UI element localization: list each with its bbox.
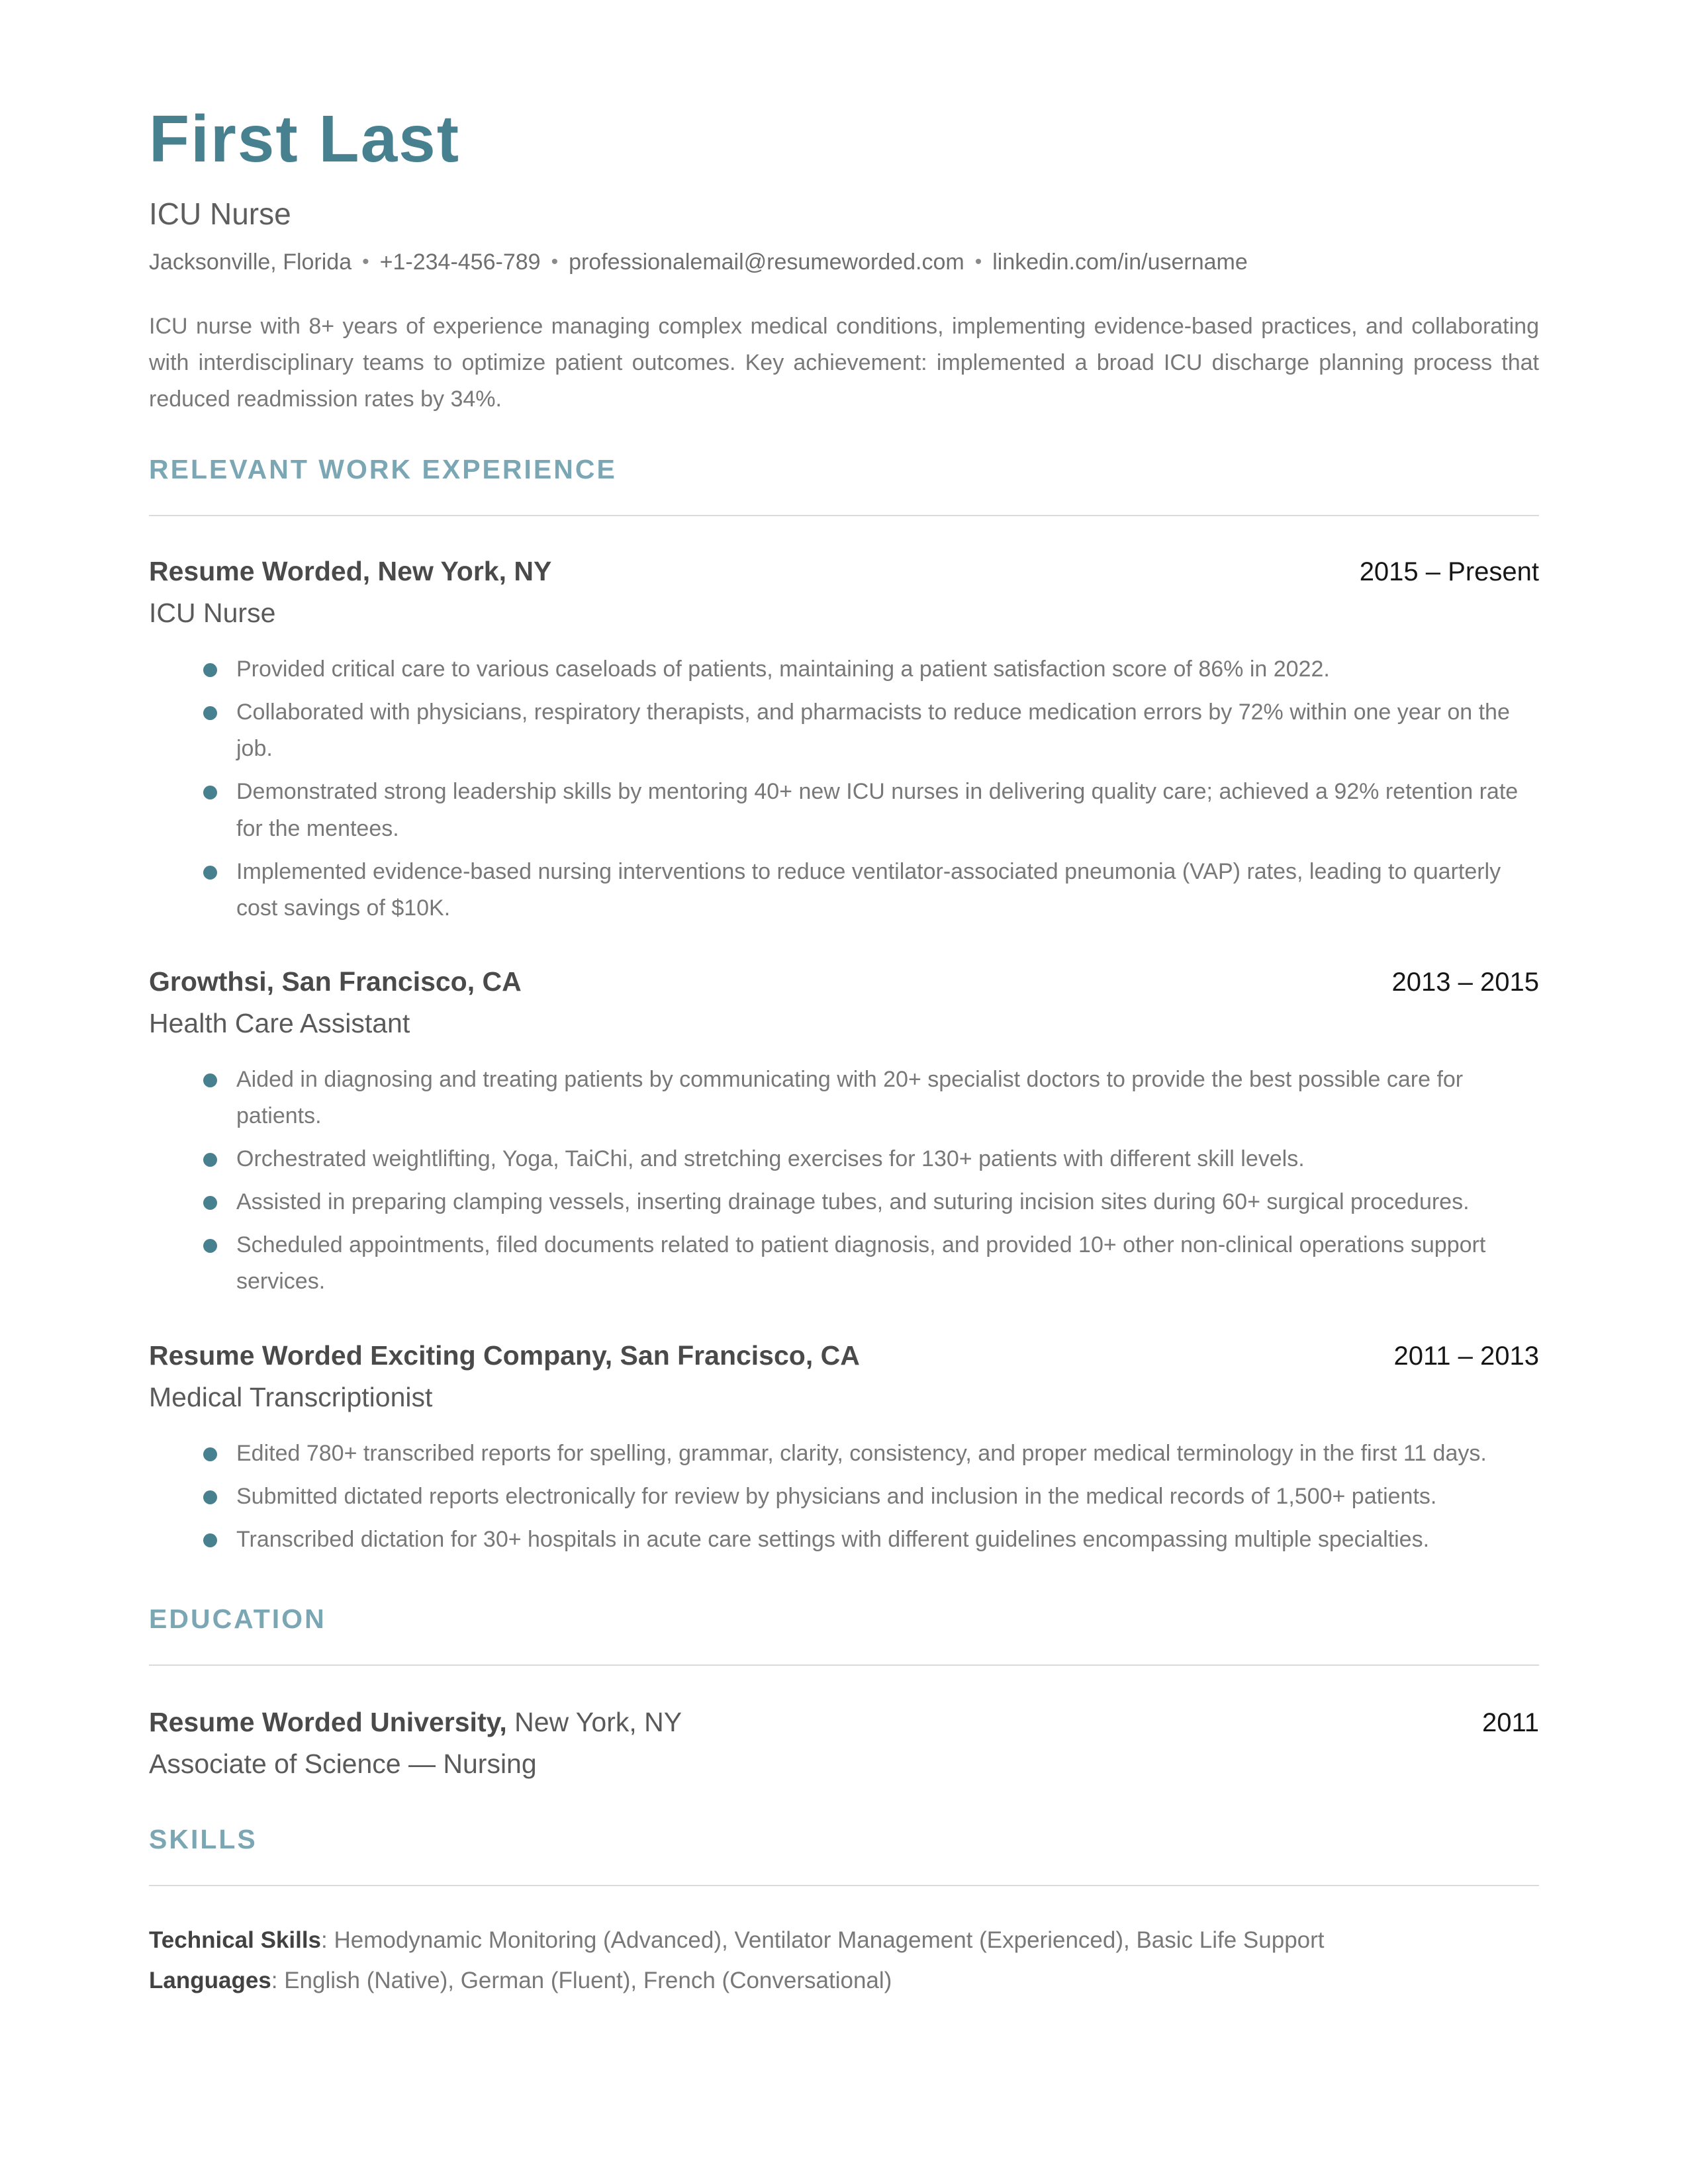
- contact-email: professionalemail@resumeworded.com: [569, 249, 964, 275]
- section-divider: [149, 515, 1539, 516]
- bullet-dot-icon: [203, 866, 217, 880]
- job-bullet-list: [149, 1435, 1539, 1558]
- skills-block: [149, 1921, 1539, 2000]
- bullet-dot-icon: [203, 1239, 217, 1253]
- bullet-dot-icon: [203, 1196, 217, 1210]
- section-heading-education: EDUCATION: [149, 1604, 326, 1635]
- bullet-dot-icon: [203, 1153, 217, 1167]
- job-entry: [149, 1340, 1539, 1559]
- bullet-dot-icon: [203, 786, 217, 799]
- job-bullet-list: [149, 651, 1539, 927]
- summary-paragraph: ICU nurse with 8+ years of experience managing complex medical conditions, implementing evidence-based practices, and collaborating with interdisciplinary teams to optimize patient outcomes. Key achievement: implemented a broad ICU discharge planning process that reduced readmission rates by 34%.: [149, 313, 1539, 412]
- skill-label: Languages: [149, 1967, 271, 1993]
- degree: Associate of Science — Nursing: [149, 1749, 537, 1780]
- bullet-dot-icon: [203, 663, 217, 677]
- job-entry: [149, 966, 1539, 1300]
- bullet-dot-icon: [203, 1533, 217, 1547]
- education-dates: 2011: [1481, 1708, 1539, 1738]
- separator-dot-icon: •: [551, 250, 559, 273]
- section-experience: [149, 455, 1539, 1558]
- job-role: Health Care Assistant: [149, 1007, 410, 1038]
- person-title: ICU Nurse: [149, 197, 291, 231]
- job-bullet: Implemented evidence-based nursing interventions to reduce ventilator-associated pneumonia (VAP) rates, leading to quarterly cost savings of $10K.: [149, 854, 1539, 927]
- job-bullet: Transcribed dictation for 30+ hospitals in acute care settings with different guidelines encompassing multiple specialties.: [149, 1522, 1539, 1558]
- contact-linkedin: linkedin.com/in/username: [992, 249, 1248, 275]
- separator-dot-icon: •: [974, 250, 982, 273]
- bullet-dot-icon: [203, 706, 217, 720]
- person-name: First Last: [149, 102, 461, 176]
- skills-row-technical: [149, 1921, 1539, 1960]
- company-name: Resume Worded Exciting Company, San Francisco, CA: [149, 1340, 860, 1371]
- skill-value: : Hemodynamic Monitoring (Advanced), Ventilator Management (Experienced), Basic Life Support: [321, 1927, 1325, 1954]
- job-role: ICU Nurse: [149, 598, 276, 629]
- section-education: [149, 1604, 1539, 1780]
- contact-phone: +1-234-456-789: [379, 249, 541, 275]
- section-heading-experience: RELEVANT WORK EXPERIENCE: [149, 453, 617, 484]
- job-role: Medical Transcriptionist: [149, 1381, 433, 1412]
- school-location: New York, NY: [506, 1707, 682, 1738]
- job-bullet: Scheduled appointments, filed documents related to patient diagnosis, and provided 10+ other non-clinical operations support services.: [149, 1227, 1539, 1300]
- education-entry: [149, 1707, 1539, 1780]
- bullet-dot-icon: [203, 1447, 217, 1461]
- separator-dot-icon: •: [362, 250, 369, 273]
- job-bullet: Aided in diagnosing and treating patients by communicating with 20+ specialist doctors to provide the best possible care for patients.: [149, 1062, 1539, 1134]
- contact-line: [149, 250, 1539, 275]
- job-bullet: Assisted in preparing clamping vessels, inserting drainage tubes, and suturing incision sites during 60+ surgical procedures.: [149, 1184, 1539, 1220]
- bullet-dot-icon: [203, 1073, 217, 1087]
- school-name-bold: Resume Worded University,: [149, 1707, 507, 1738]
- company-name: Growthsi, San Francisco, CA: [149, 966, 522, 997]
- job-bullet: Edited 780+ transcribed reports for spelling, grammar, clarity, consistency, and proper medical terminology in the first 11 days.: [149, 1435, 1539, 1472]
- contact-location: Jacksonville, Florida: [149, 249, 352, 275]
- bullet-dot-icon: [203, 1490, 217, 1504]
- job-bullet: Orchestrated weightlifting, Yoga, TaiChi, and stretching exercises for 130+ patients with different skill levels.: [149, 1141, 1539, 1177]
- job-dates: 2011 – 2013: [1393, 1341, 1539, 1371]
- school-name: [149, 1707, 682, 1738]
- job-dates: 2013 – 2015: [1391, 967, 1539, 997]
- skill-label: Technical Skills: [149, 1927, 322, 1954]
- job-bullet: Provided critical care to various caseloads of patients, maintaining a patient satisfaction score of 86% in 2022.: [149, 651, 1539, 688]
- job-entry: [149, 556, 1539, 927]
- section-skills: [149, 1825, 1539, 2000]
- section-heading-skills: SKILLS: [149, 1824, 258, 1855]
- job-bullet: Collaborated with physicians, respiratory therapists, and pharmacists to reduce medication errors by 72% within one year on the job.: [149, 694, 1539, 767]
- job-bullet: Demonstrated strong leadership skills by mentoring 40+ new ICU nurses in delivering quality care; achieved a 92% retention rate for the mentees.: [149, 774, 1539, 846]
- job-bullet-list: [149, 1062, 1539, 1300]
- skill-value: : English (Native), German (Fluent), French (Conversational): [271, 1967, 892, 1993]
- company-name: Resume Worded, New York, NY: [149, 555, 552, 586]
- skills-row-languages: [149, 1961, 1539, 2001]
- job-dates: 2015 – Present: [1359, 557, 1539, 586]
- section-divider: [149, 1885, 1539, 1886]
- job-bullet: Submitted dictated reports electronically for review by physicians and inclusion in the medical records of 1,500+ patients.: [149, 1479, 1539, 1515]
- section-divider: [149, 1664, 1539, 1666]
